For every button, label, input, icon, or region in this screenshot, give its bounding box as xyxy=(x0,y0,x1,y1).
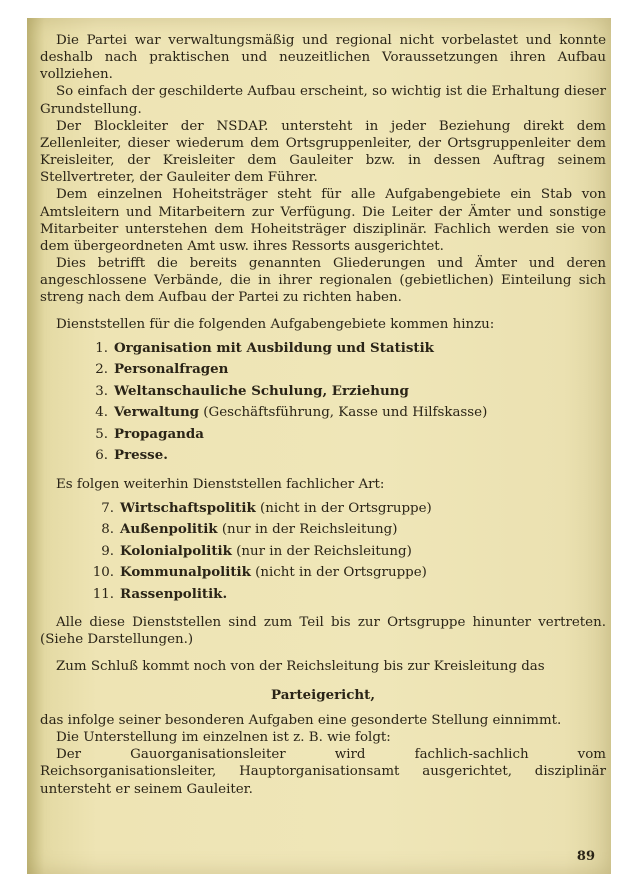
list-item: 7. Wirtschaftspolitik (nicht in der Ortsgruppe) xyxy=(101,499,432,516)
department-list-general xyxy=(40,338,606,467)
paragraph-1: Die Partei war verwaltungsmäßig und regional nicht vorbelastet und konnte deshalb nach praktischen und neuzeitlichen Voraussetzungen ihren Aufbau vollziehen. xyxy=(40,33,606,83)
list-2-intro: Es folgen weiterhin Dienststellen fachlicher Art: xyxy=(56,476,385,492)
list-item: 1. Organisation mit Ausbildung und Statistik xyxy=(95,339,434,356)
paragraph-3: Der Blockleiter der NSDAP. untersteht in jeder Beziehung direkt dem Zellenleiter, dieser wiederum dem Ortsgruppenleiter, der Ortsgruppenleiter dem Kreisleiter, der Kreisleiter dem Gauleiter bzw. in dessen Auftrag seinem Stellvertreter, der Gauleiter dem Führer. xyxy=(40,118,606,186)
list-item: 2. Personalfragen xyxy=(95,361,229,378)
paragraph-4: Dem einzelnen Hoheitsträger steht für alle Aufgabengebiete ein Stab von Amtsleitern und Mitarbeitern zur Verfügung. Die Leiter der Ämter und sonstige Mitarbeiter unterstehen dem Hoheitsträger disziplinär. Fachlich werden sie von dem übergeordneten Amt usw. ihres Ressorts ausgerichtet. xyxy=(40,187,606,254)
paragraph-2: So einfach der geschilderte Aufbau erscheint, so wichtig ist die Erhaltung dieser Grundstellung. xyxy=(40,84,606,117)
centered-heading: Parteigericht, xyxy=(271,686,375,703)
list-item: 10. Kommunalpolitik (nicht in der Ortsgruppe) xyxy=(92,564,427,581)
list-item: 3. Weltanschauliche Schulung, Erziehung xyxy=(95,382,409,399)
paragraph-after-heading: das infolge seiner besonderen Aufgaben eine gesonderte Stellung einnimmt. xyxy=(40,712,562,728)
page-content xyxy=(40,32,606,798)
paragraph-5: Dies betrifft die bereits genannten Gliederungen und Ämter und deren angeschlossene Verbände, die in ihrer regionalen (gebietlichen) Einteilung sich streng nach dem Aufbau der Partei zu richten haben. xyxy=(40,256,606,306)
list-item: 4. Verwaltung (Geschäftsführung, Kasse und Hilfskasse) xyxy=(95,404,488,421)
list-item: 9. Kolonialpolitik (nur in der Reichsleitung) xyxy=(101,542,412,559)
list-item: 5. Propaganda xyxy=(95,425,204,442)
paragraph-subordination: Die Unterstellung im einzelnen ist z. B. wie folgt: xyxy=(56,730,391,746)
paragraph-conclusion: Zum Schluß kommt noch von der Reichsleitung bis zur Kreisleitung das xyxy=(56,658,545,674)
book-page xyxy=(27,18,611,874)
department-list-specialist xyxy=(40,498,606,606)
page-number: 89 xyxy=(576,849,595,864)
list-1-intro: Dienststellen für die folgenden Aufgabengebiete kommen hinzu: xyxy=(56,316,495,332)
paragraph-all-departments: Alle diese Dienststellen sind zum Teil bis zur Ortsgruppe hinunter vertreten. (Siehe Darstellungen.) xyxy=(40,615,606,648)
list-item: 8. Außenpolitik (nur in der Reichsleitung) xyxy=(101,521,398,538)
list-item: 11. Rassenpolitik. xyxy=(92,585,228,602)
paragraph-last: Der Gauorganisationsleiter wird fachlich-sachlich vom Reichsorganisationsleiter, Hauptorganisationsamt ausgerichtet, disziplinär untersteht er seinem Gauleiter. xyxy=(40,747,606,797)
list-item: 6. Presse. xyxy=(95,447,168,464)
